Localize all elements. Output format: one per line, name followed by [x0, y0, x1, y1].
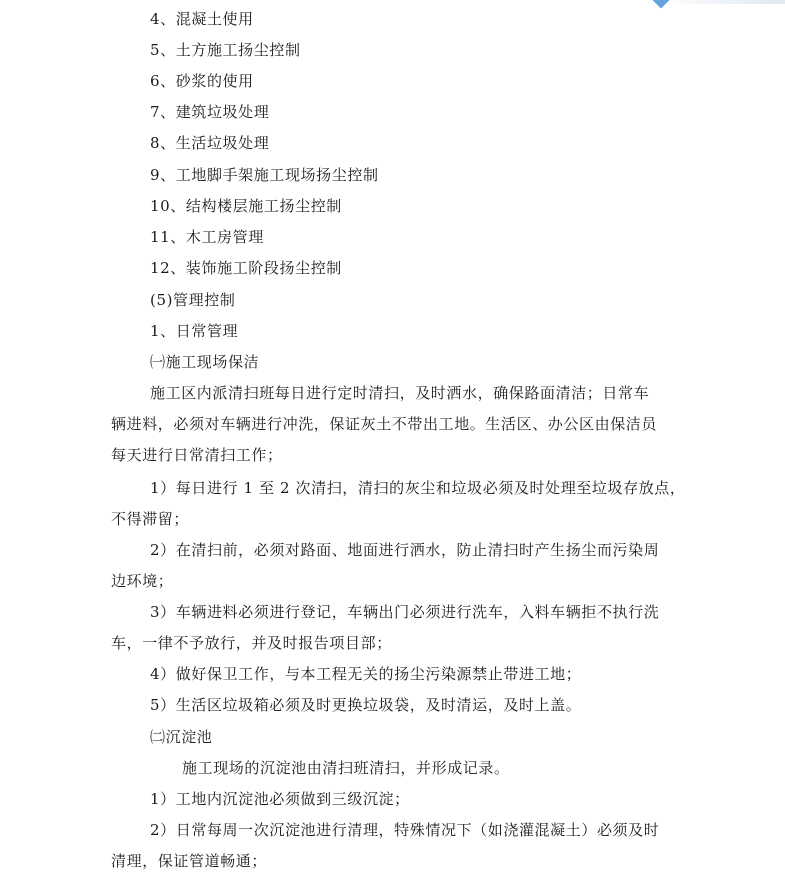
paragraph-line: 施工现场的沉淀池由清扫班清扫，并形成记录。	[182, 759, 510, 777]
page-corner-shadow	[655, 0, 785, 4]
rule-line: 3）车辆进料必须进行登记，车辆出门必须进行洗车，入料车辆拒不执行洗	[150, 603, 660, 621]
paragraph-line: 每天进行日常清扫工作；	[111, 446, 283, 464]
rule-line: 不得滞留；	[111, 510, 190, 528]
list-item: 11、木工房管理	[150, 228, 264, 246]
section-heading: (5)管理控制	[150, 291, 236, 309]
page-corner-marker-icon	[653, 0, 670, 8]
rule-line: 清理，保证管道畅通；	[111, 852, 268, 870]
list-item: 8、生活垃圾处理	[150, 134, 270, 152]
subsection-heading: 1、日常管理	[150, 322, 239, 340]
rule-line: 车，一律不予放行，并及时报告项目部；	[111, 634, 392, 652]
rule-line: 5）生活区垃圾箱必须及时更换垃圾袋，及时清运，及时上盖。	[150, 696, 582, 714]
rule-line: 2）日常每周一次沉淀池进行清理，特殊情况下（如浇灌混凝土）必须及时	[150, 821, 660, 839]
subsection-heading: ㈠施工现场保洁	[150, 353, 260, 371]
rule-line: 2）在清扫前，必须对路面、地面进行洒水，防止清扫时产生扬尘而污染周	[150, 541, 660, 559]
rule-line: 边环境；	[111, 572, 174, 590]
list-item: 4、混凝土使用	[150, 10, 254, 28]
paragraph-line: 施工区内派清扫班每日进行定时清扫，及时洒水，确保路面清洁；日常车	[150, 384, 650, 402]
subsection-heading: ㈡沉淀池	[150, 728, 213, 746]
list-item: 10、结构楼层施工扬尘控制	[150, 197, 342, 215]
paragraph-line: 辆进料，必须对车辆进行冲洗，保证灰土不带出工地。生活区、办公区由保洁员	[111, 415, 658, 433]
list-item: 12、装饰施工阶段扬尘控制	[150, 259, 342, 277]
list-item: 7、建筑垃圾处理	[150, 103, 270, 121]
rule-line: 1）每日进行 1 至 2 次清扫，清扫的灰尘和垃圾必须及时处理至垃圾存放点，	[150, 479, 686, 497]
rule-line: 4）做好保卫工作，与本工程无关的扬尘污染源禁止带进工地；	[150, 665, 582, 683]
list-item: 9、工地脚手架施工现场扬尘控制	[150, 166, 379, 184]
list-item: 6、砂浆的使用	[150, 72, 254, 90]
list-item: 5、土方施工扬尘控制	[150, 41, 301, 59]
rule-line: 1）工地内沉淀池必须做到三级沉淀；	[150, 790, 410, 808]
